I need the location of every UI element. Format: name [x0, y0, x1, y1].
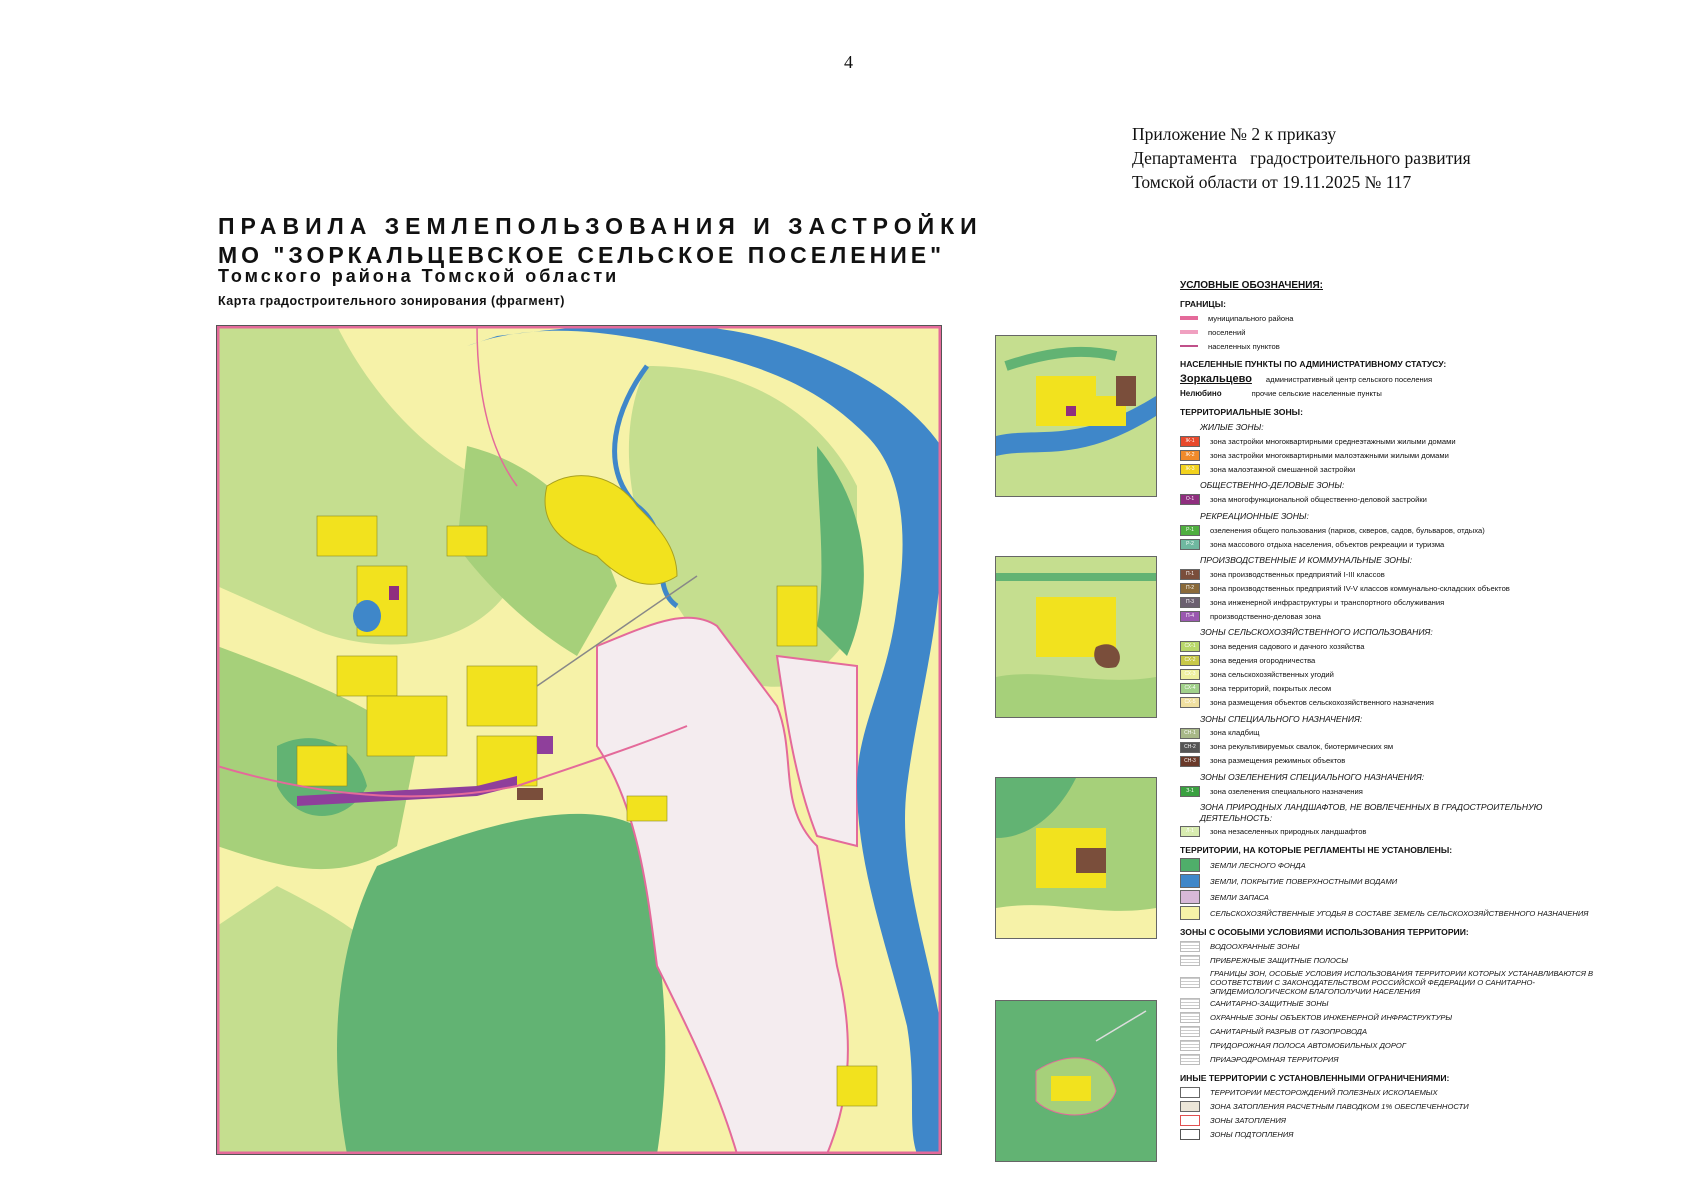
legend-title: УСЛОВНЫЕ ОБОЗНАЧЕНИЯ: [1180, 280, 1323, 291]
unregulated-swatch [1180, 858, 1200, 872]
legend-other-item [1180, 1086, 1600, 1098]
inset-map-1-graphic [996, 336, 1156, 496]
legend-other-heading: ИНЫЕ ТЕРРИТОРИИ С УСТАНОВЛЕННЫМИ ОГРАНИЧЕНИЯМИ: [1180, 1072, 1450, 1083]
other-label: ЗОНЫ ЗАТОПЛЕНИЯ [1210, 1115, 1286, 1125]
map-subtitle: Карта градостроительного зонирования (фрагмент) [218, 294, 565, 308]
special-swatch [1180, 1026, 1200, 1037]
legend-unregulated-item [1180, 874, 1600, 888]
legend-zone-groups [1180, 422, 1600, 838]
map-title-line-3: Томского района Томской области [218, 266, 620, 286]
zone-label: зона ведения огородничества [1210, 656, 1316, 666]
legend-zone-item [1180, 610, 1600, 622]
legend-zone-item [1180, 755, 1600, 767]
legend-special-item [1180, 955, 1600, 967]
legend-zone-group-title: ЗОНЫ СЕЛЬСКОХОЗЯЙСТВЕННОГО ИСПОЛЬЗОВАНИЯ: [1200, 627, 1433, 638]
special-swatch [1180, 998, 1200, 1009]
legend-special-item [1180, 1054, 1600, 1066]
legend-zone-item [1180, 785, 1600, 797]
main-zoning-map[interactable] [216, 325, 942, 1155]
zone-label: зона ведения садового и дачного хозяйства [1210, 642, 1365, 652]
other-label: ЗОНЫ ПОДТОПЛЕНИЯ [1210, 1129, 1294, 1139]
unregulated-swatch [1180, 906, 1200, 920]
zone-swatch: П-4 [1180, 611, 1200, 622]
legend-zone-item [1180, 697, 1600, 709]
legend-unregulated-item [1180, 906, 1600, 920]
zone-swatch: СХ-3 [1180, 669, 1200, 680]
legend-border-item: населенных пунктов [1180, 340, 1600, 352]
zone-label: зона размещения режимных объектов [1210, 756, 1346, 766]
legend-settlement-center: Зоркальцево административный центр сельского поселения [1180, 372, 1433, 385]
zone-swatch: Р-1 [1180, 525, 1200, 536]
zone-label: зона территорий, покрытых лесом [1210, 684, 1332, 694]
unregulated-label: ЗЕМЛИ ЛЕСНОГО ФОНДА [1210, 860, 1306, 870]
other-swatch [1180, 1115, 1200, 1126]
unregulated-swatch [1180, 890, 1200, 904]
appendix-note [1132, 122, 1471, 194]
map-title-line-2: МО "ЗОРКАЛЬЦЕВСКОЕ СЕЛЬСКОЕ ПОСЕЛЕНИЕ" [218, 242, 945, 268]
legend-zone-item [1180, 449, 1600, 461]
legend-zone-item [1180, 727, 1600, 739]
legend-zone-item [1180, 494, 1600, 506]
unregulated-label: ЗЕМЛИ ЗАПАСА [1210, 892, 1269, 902]
border-swatch [1180, 345, 1198, 347]
zone-label: зона многофункциональной общественно-деловой застройки [1210, 495, 1427, 505]
legend-special-item [1180, 969, 1600, 996]
legend-unregulated-item [1180, 858, 1600, 872]
zone-swatch: П-3 [1180, 597, 1200, 608]
other-swatch [1180, 1101, 1200, 1112]
zone-label: производственно-деловая зона [1210, 611, 1321, 621]
special-swatch [1180, 977, 1200, 988]
zone-swatch: Ж-1 [1180, 436, 1200, 447]
other-swatch [1180, 1129, 1200, 1140]
zone-swatch: СХ-5 [1180, 697, 1200, 708]
inset-map-3[interactable] [995, 777, 1157, 939]
zone-swatch: Ж-2 [1180, 450, 1200, 461]
legend-borders-heading: ГРАНИЦЫ: [1180, 299, 1226, 309]
zone-label: зона сельскохозяйственных угодий [1210, 670, 1334, 680]
zone-swatch: СН-2 [1180, 742, 1200, 753]
zone-label: зона озеленения специального назначения [1210, 786, 1363, 796]
legend-other-item [1180, 1114, 1600, 1126]
unregulated-swatch [1180, 874, 1200, 888]
zone-label: озеленения общего пользования (парков, скверов, садов, бульваров, отдыха) [1210, 525, 1485, 535]
special-label: ПРИДОРОЖНАЯ ПОЛОСА АВТОМОБИЛЬНЫХ ДОРОГ [1210, 1041, 1406, 1051]
map-legend [1180, 280, 1600, 1142]
zone-swatch: СН-1 [1180, 728, 1200, 739]
zone-swatch: З-1 [1180, 786, 1200, 797]
inset-map-4[interactable] [995, 1000, 1157, 1162]
legend-zone-item [1180, 826, 1600, 838]
legend-special-item [1180, 941, 1600, 953]
legend-zone-group-title: ЖИЛЫЕ ЗОНЫ: [1200, 422, 1264, 433]
legend-zone-group-title: ЗОНЫ СПЕЦИАЛЬНОГО НАЗНАЧЕНИЯ: [1200, 713, 1363, 724]
inset-map-2[interactable] [995, 556, 1157, 718]
legend-special-item [1180, 998, 1600, 1010]
zone-swatch: Ж-3 [1180, 464, 1200, 475]
legend-settlement-other: Нелюбино прочие сельские населенные пункты [1180, 389, 1382, 399]
legend-zone-item [1180, 669, 1600, 681]
other-label: ТЕРРИТОРИИ МЕСТОРОЖДЕНИЙ ПОЛЕЗНЫХ ИСКОПАЕМЫХ [1210, 1087, 1438, 1097]
legend-zone-item [1180, 582, 1600, 594]
legend-zone-item [1180, 435, 1600, 447]
special-swatch [1180, 941, 1200, 952]
legend-border-item: муниципального района [1180, 312, 1600, 324]
page-number: 4 [844, 52, 853, 72]
legend-unregulated-list [1180, 858, 1600, 920]
legend-zone-group-title: РЕКРЕАЦИОННЫЕ ЗОНЫ: [1200, 510, 1309, 521]
zone-label: зона незаселенных природных ландшафтов [1210, 827, 1367, 837]
unregulated-label: СЕЛЬСКОХОЗЯЙСТВЕННЫЕ УГОДЬЯ В СОСТАВЕ ЗЕМЕЛЬ СЕЛЬСКОХОЗЯЙСТВЕННОГО НАЗНАЧЕНИЯ [1210, 908, 1589, 918]
zone-swatch: СХ-1 [1180, 641, 1200, 652]
zone-label: зона рекультивируемых свалок, биотермических ям [1210, 742, 1394, 752]
inset-map-3-graphic [996, 778, 1156, 938]
legend-zone-item [1180, 741, 1600, 753]
special-label: ПРИБРЕЖНЫЕ ЗАЩИТНЫЕ ПОЛОСЫ [1210, 956, 1349, 965]
legend-zone-item [1180, 655, 1600, 667]
inset-map-4-graphic [996, 1001, 1156, 1161]
legend-zones-heading: ТЕРРИТОРИАЛЬНЫЕ ЗОНЫ: [1180, 406, 1303, 417]
appendix-line-3: Томской области от 19.11.2025 № 117 [1132, 172, 1412, 192]
legend-zone-item [1180, 641, 1600, 653]
special-swatch [1180, 1040, 1200, 1051]
unregulated-label: ЗЕМЛИ, ПОКРЫТИЕ ПОВЕРХНОСТНЫМИ ВОДАМИ [1210, 876, 1398, 886]
legend-other-list [1180, 1086, 1600, 1140]
inset-map-2-graphic [996, 557, 1156, 717]
special-swatch [1180, 1012, 1200, 1023]
main-map-graphic [217, 326, 941, 1154]
legend-zone-item [1180, 524, 1600, 536]
special-label: САНИТАРНЫЙ РАЗРЫВ ОТ ГАЗОПРОВОДА [1210, 1027, 1368, 1037]
legend-zone-group-title: ПРОИЗВОДСТВЕННЫЕ И КОММУНАЛЬНЫЕ ЗОНЫ: [1200, 555, 1413, 566]
legend-unregulated-heading: ТЕРРИТОРИИ, НА КОТОРЫЕ РЕГЛАМЕНТЫ НЕ УСТАНОВЛЕНЫ: [1180, 844, 1453, 855]
zone-swatch: СН-3 [1180, 756, 1200, 767]
zone-label: зона инженерной инфраструктуры и транспортного обслуживания [1210, 597, 1445, 607]
special-swatch [1180, 1054, 1200, 1065]
legend-settlements-heading: НАСЕЛЕННЫЕ ПУНКТЫ ПО АДМИНИСТРАТИВНОМУ СТАТУСУ: [1180, 359, 1447, 370]
zone-label: зона производственных предприятий I-III классов [1210, 569, 1385, 579]
legend-special-item [1180, 1026, 1600, 1038]
zone-label: зона кладбищ [1210, 728, 1260, 738]
legend-zone-item [1180, 596, 1600, 608]
legend-zone-item [1180, 538, 1600, 550]
map-title-line-1: ПРАВИЛА ЗЕМЛЕПОЛЬЗОВАНИЯ И ЗАСТРОЙКИ [218, 213, 983, 239]
legend-special-list [1180, 941, 1600, 1066]
zone-label: зона малоэтажной смешанной застройки [1210, 464, 1356, 474]
other-swatch [1180, 1087, 1200, 1098]
border-swatch [1180, 316, 1198, 320]
zone-swatch: СХ-2 [1180, 655, 1200, 666]
other-label: ЗОНА ЗАТОПЛЕНИЯ РАСЧЕТНЫМ ПАВОДКОМ 1% ОБЕСПЕЧЕННОСТИ [1210, 1101, 1469, 1111]
legend-zone-item [1180, 463, 1600, 475]
legend-special-item [1180, 1012, 1600, 1024]
zone-swatch: СХ-4 [1180, 683, 1200, 694]
special-label: ВОДООХРАННЫЕ ЗОНЫ [1210, 942, 1300, 951]
special-swatch [1180, 955, 1200, 966]
legend-zone-item [1180, 683, 1600, 695]
zone-label: зона массового отдыха населения, объектов рекреации и туризма [1210, 539, 1445, 549]
legend-zone-item [1180, 568, 1600, 580]
zone-label: зона размещения объектов сельскохозяйственного назначения [1210, 698, 1434, 708]
legend-special-heading: ЗОНЫ С ОСОБЫМИ УСЛОВИЯМИ ИСПОЛЬЗОВАНИЯ ТЕРРИТОРИИ: [1180, 927, 1469, 938]
inset-map-1[interactable] [995, 335, 1157, 497]
zone-swatch: П-1 [1180, 569, 1200, 580]
appendix-line-1: Приложение № 2 к приказу [1132, 124, 1337, 144]
legend-zone-group-title: ЗОНА ПРИРОДНЫХ ЛАНДШАФТОВ, НЕ ВОВЛЕЧЕННЫХ В ГРАДОСТРОИТЕЛЬНУЮ ДЕЯТЕЛЬНОСТЬ: [1200, 802, 1543, 823]
zone-swatch: О-1 [1180, 494, 1200, 505]
legend-border-item: поселений [1180, 326, 1600, 338]
legend-special-item [1180, 1040, 1600, 1052]
zone-label: зона застройки многоквартирными среднеэтажными жилыми домами [1210, 436, 1456, 446]
special-label: САНИТАРНО-ЗАЩИТНЫЕ ЗОНЫ [1210, 999, 1329, 1009]
special-label: ПРИАЭРОДРОМНАЯ ТЕРРИТОРИЯ [1210, 1055, 1339, 1065]
special-label: ОХРАННЫЕ ЗОНЫ ОБЪЕКТОВ ИНЖЕНЕРНОЙ ИНФРАСТРУКТУРЫ [1210, 1013, 1453, 1023]
legend-zone-group-title: ЗОНЫ ОЗЕЛЕНЕНИЯ СПЕЦИАЛЬНОГО НАЗНАЧЕНИЯ: [1200, 772, 1425, 782]
zone-label: зона производственных предприятий IV-V классов коммунально-складских объектов [1210, 583, 1510, 593]
legend-unregulated-item [1180, 890, 1600, 904]
zone-swatch: Л-1 [1180, 826, 1200, 837]
appendix-line-2: Департамента градостроительного развития [1132, 148, 1471, 168]
border-swatch [1180, 330, 1198, 334]
zone-label: зона застройки многоквартирными малоэтажными жилыми домами [1210, 450, 1449, 460]
legend-other-item [1180, 1128, 1600, 1140]
special-label: ГРАНИЦЫ ЗОН, ОСОБЫЕ УСЛОВИЯ ИСПОЛЬЗОВАНИЯ ТЕРРИТОРИИ КОТОРЫХ УСТАНАВЛИВАЮТСЯ В СООТВЕТСТВИИ С ЗАКОНОДАТЕЛЬСТВОМ РОССИЙСКОЙ ФЕДЕРАЦИИ О САНИТАРНО-ЭПИДЕМИОЛОГИЧЕСКОМ БЛАГОПОЛУЧИИ НАСЕЛЕНИЯ [1210, 968, 1594, 996]
legend-other-item [1180, 1100, 1600, 1112]
legend-zone-group-title: ОБЩЕСТВЕННО-ДЕЛОВЫЕ ЗОНЫ: [1200, 480, 1345, 491]
zone-swatch: П-2 [1180, 583, 1200, 594]
zone-swatch: Р-2 [1180, 539, 1200, 550]
